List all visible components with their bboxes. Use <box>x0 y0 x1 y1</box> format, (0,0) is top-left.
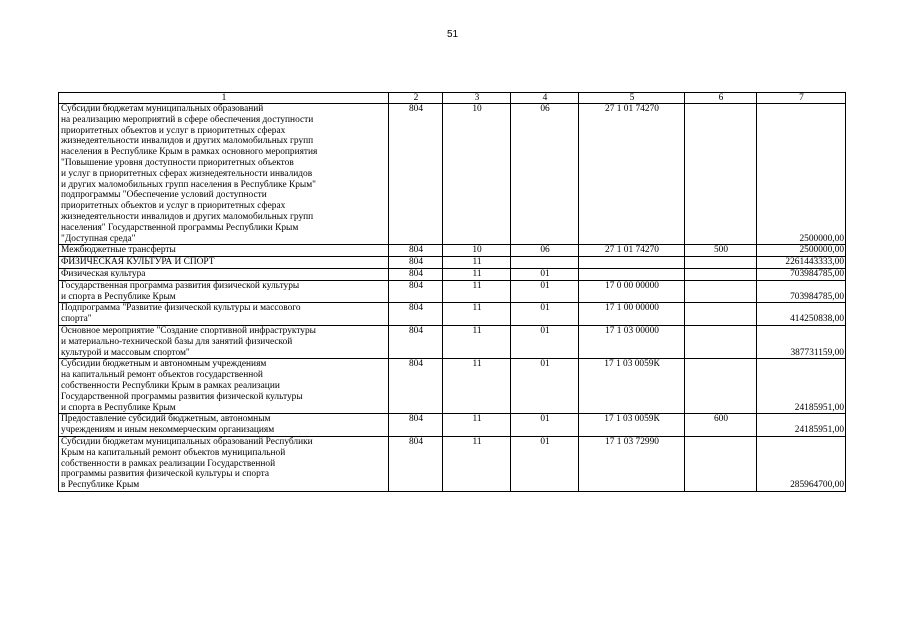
table-row <box>59 268 846 280</box>
table-row <box>59 325 846 358</box>
page-number: 51 <box>446 29 459 40</box>
column-header: 4 <box>511 93 579 104</box>
table-row <box>59 245 846 257</box>
table-row <box>59 303 846 326</box>
ministry-code-cell: 804 <box>389 280 443 303</box>
row-name-line: и других маломобильных групп населения в Республике Крым" <box>61 179 316 190</box>
row-name-line: программы развития физической культуры и спорта <box>61 469 270 480</box>
amount-cell: 2500000,00 <box>757 104 846 245</box>
amount-cell: 285964700,00 <box>757 436 846 491</box>
subsection-code-cell: 01 <box>511 436 579 491</box>
ministry-code-cell: 804 <box>389 436 443 491</box>
amount-cell: 703984785,00 <box>757 268 846 280</box>
amount-cell: 703984785,00 <box>757 280 846 303</box>
row-name-line: приоритетных объектов и услуг в приоритетных сферах <box>61 125 286 136</box>
target-article-cell: 27 1 01 74270 <box>579 104 685 245</box>
target-article-cell: 17 0 00 00000 <box>579 280 685 303</box>
budget-table <box>58 92 846 492</box>
column-header: 3 <box>443 93 511 104</box>
target-article-cell: 17 1 03 0059К <box>579 414 685 437</box>
column-header: 6 <box>685 93 757 104</box>
subsection-code-cell: 06 <box>511 245 579 257</box>
table-row <box>59 414 846 437</box>
table-row <box>59 280 846 303</box>
row-name-line: ФИЗИЧЕСКАЯ КУЛЬТУРА И СПОРТ <box>61 257 215 268</box>
expense-type-cell <box>685 436 757 491</box>
row-name-line: "Повышение уровня доступности приоритетных объектов <box>61 157 294 168</box>
expense-type-cell <box>685 257 757 269</box>
row-name-line: собственности в рамках реализации Государственной <box>61 458 276 469</box>
ministry-code-cell: 804 <box>389 245 443 257</box>
target-article-cell: 17 1 03 0059К <box>579 359 685 414</box>
row-name-line: в Республике Крым <box>61 480 140 491</box>
ministry-code-cell: 804 <box>389 414 443 437</box>
column-header: 1 <box>59 93 389 104</box>
table-row <box>59 436 846 491</box>
expense-type-cell <box>685 303 757 326</box>
row-name-cell <box>59 303 389 326</box>
column-header: 5 <box>579 93 685 104</box>
row-name-line: и спорта в Республике Крым <box>61 402 176 413</box>
target-article-cell: 27 1 01 74270 <box>579 245 685 257</box>
target-article-cell <box>579 268 685 280</box>
amount-cell: 24185951,00 <box>757 359 846 414</box>
subsection-code-cell: 01 <box>511 268 579 280</box>
expense-type-cell <box>685 268 757 280</box>
row-name-line: Государственной программы развития физической культуры <box>61 391 303 402</box>
row-name-line: Физическая культура <box>61 268 146 279</box>
section-code-cell: 11 <box>443 303 511 326</box>
subsection-code-cell: 06 <box>511 104 579 245</box>
expense-type-cell: 600 <box>685 414 757 437</box>
row-name-cell <box>59 280 389 303</box>
expense-type-cell: 500 <box>685 245 757 257</box>
row-name-cell <box>59 268 389 280</box>
target-article-cell: 17 1 03 72990 <box>579 436 685 491</box>
subsection-code-cell: 01 <box>511 414 579 437</box>
row-name-cell <box>59 359 389 414</box>
row-name-line: "Доступная среда" <box>61 233 136 244</box>
section-code-cell: 11 <box>443 414 511 437</box>
expense-type-cell <box>685 359 757 414</box>
row-name-line: Основное мероприятие "Создание спортивной инфраструктуры <box>61 325 316 336</box>
row-name-line: жизнедеятельности инвалидов и других маломобильных групп <box>61 136 314 147</box>
row-name-line: Субсидии бюджетам муниципальных образований <box>61 104 264 114</box>
row-name-line: культурой и массовым спортом" <box>61 347 190 358</box>
row-name-line: на реализацию мероприятий в сфере обеспечения доступности <box>61 114 314 125</box>
ministry-code-cell: 804 <box>389 303 443 326</box>
table-row <box>59 359 846 414</box>
amount-cell: 414250838,00 <box>757 303 846 326</box>
row-name-line: Государственная программа развития физической культуры <box>61 280 300 291</box>
row-name-line: Подпрограмма "Развитие физической культуры и массового <box>61 303 301 314</box>
column-header: 2 <box>389 93 443 104</box>
table-header-row <box>59 93 846 104</box>
ministry-code-cell: 804 <box>389 257 443 269</box>
row-name-cell <box>59 257 389 269</box>
section-code-cell: 11 <box>443 325 511 358</box>
section-code-cell: 10 <box>443 245 511 257</box>
row-name-line: Крым на капитальный ремонт объектов муниципальной <box>61 447 286 458</box>
row-name-line: Межбюджетные трансферты <box>61 245 176 256</box>
row-name-line: и материально-технической базы для занятий физической <box>61 336 293 347</box>
row-name-line: Субсидии бюджетным и автономным учреждениям <box>61 359 267 370</box>
section-code-cell: 10 <box>443 104 511 245</box>
amount-cell: 2500000,00 <box>757 245 846 257</box>
ministry-code-cell: 804 <box>389 325 443 358</box>
row-name-line: собственности Республики Крым в рамках реализации <box>61 380 280 391</box>
amount-cell: 2261443333,00 <box>757 257 846 269</box>
subsection-code-cell <box>511 257 579 269</box>
row-name-cell <box>59 104 389 245</box>
target-article-cell: 17 1 00 00000 <box>579 303 685 326</box>
row-name-line: подпрограммы "Обеспечение условий доступности <box>61 190 267 201</box>
section-code-cell: 11 <box>443 257 511 269</box>
row-name-line: учреждениям и иным некоммерческим организациям <box>61 425 275 436</box>
row-name-cell <box>59 245 389 257</box>
row-name-line: на капитальный ремонт объектов государственной <box>61 370 263 381</box>
amount-cell: 24185951,00 <box>757 414 846 437</box>
row-name-line: и услуг в приоритетных сферах жизнедеятельности инвалидов <box>61 168 313 179</box>
target-article-cell: 17 1 03 00000 <box>579 325 685 358</box>
target-article-cell <box>579 257 685 269</box>
table-row <box>59 104 846 245</box>
row-name-line: спорта" <box>61 314 92 325</box>
ministry-code-cell: 804 <box>389 359 443 414</box>
subsection-code-cell: 01 <box>511 325 579 358</box>
subsection-code-cell: 01 <box>511 359 579 414</box>
row-name-line: Субсидии бюджетам муниципальных образований Республики <box>61 436 313 447</box>
ministry-code-cell: 804 <box>389 104 443 245</box>
section-code-cell: 11 <box>443 280 511 303</box>
row-name-line: жизнедеятельности инвалидов и других маломобильных групп <box>61 211 314 222</box>
row-name-cell <box>59 325 389 358</box>
row-name-cell <box>59 436 389 491</box>
column-header: 7 <box>757 93 846 104</box>
ministry-code-cell: 804 <box>389 268 443 280</box>
amount-cell: 387731159,00 <box>757 325 846 358</box>
row-name-line: населения в Республике Крым в рамках основного мероприятия <box>61 147 318 158</box>
expense-type-cell <box>685 104 757 245</box>
subsection-code-cell: 01 <box>511 280 579 303</box>
row-name-line: приоритетных объектов и услуг в приоритетных сферах <box>61 201 286 212</box>
row-name-line: населения" Государственной программы Республики Крым <box>61 222 299 233</box>
row-name-cell <box>59 414 389 437</box>
subsection-code-cell: 01 <box>511 303 579 326</box>
section-code-cell: 11 <box>443 436 511 491</box>
row-name-line: Предоставление субсидий бюджетным, автономным <box>61 414 271 425</box>
row-name-line: и спорта в Республике Крым <box>61 291 176 302</box>
section-code-cell: 11 <box>443 268 511 280</box>
expense-type-cell <box>685 325 757 358</box>
section-code-cell: 11 <box>443 359 511 414</box>
table-row <box>59 257 846 269</box>
expense-type-cell <box>685 280 757 303</box>
